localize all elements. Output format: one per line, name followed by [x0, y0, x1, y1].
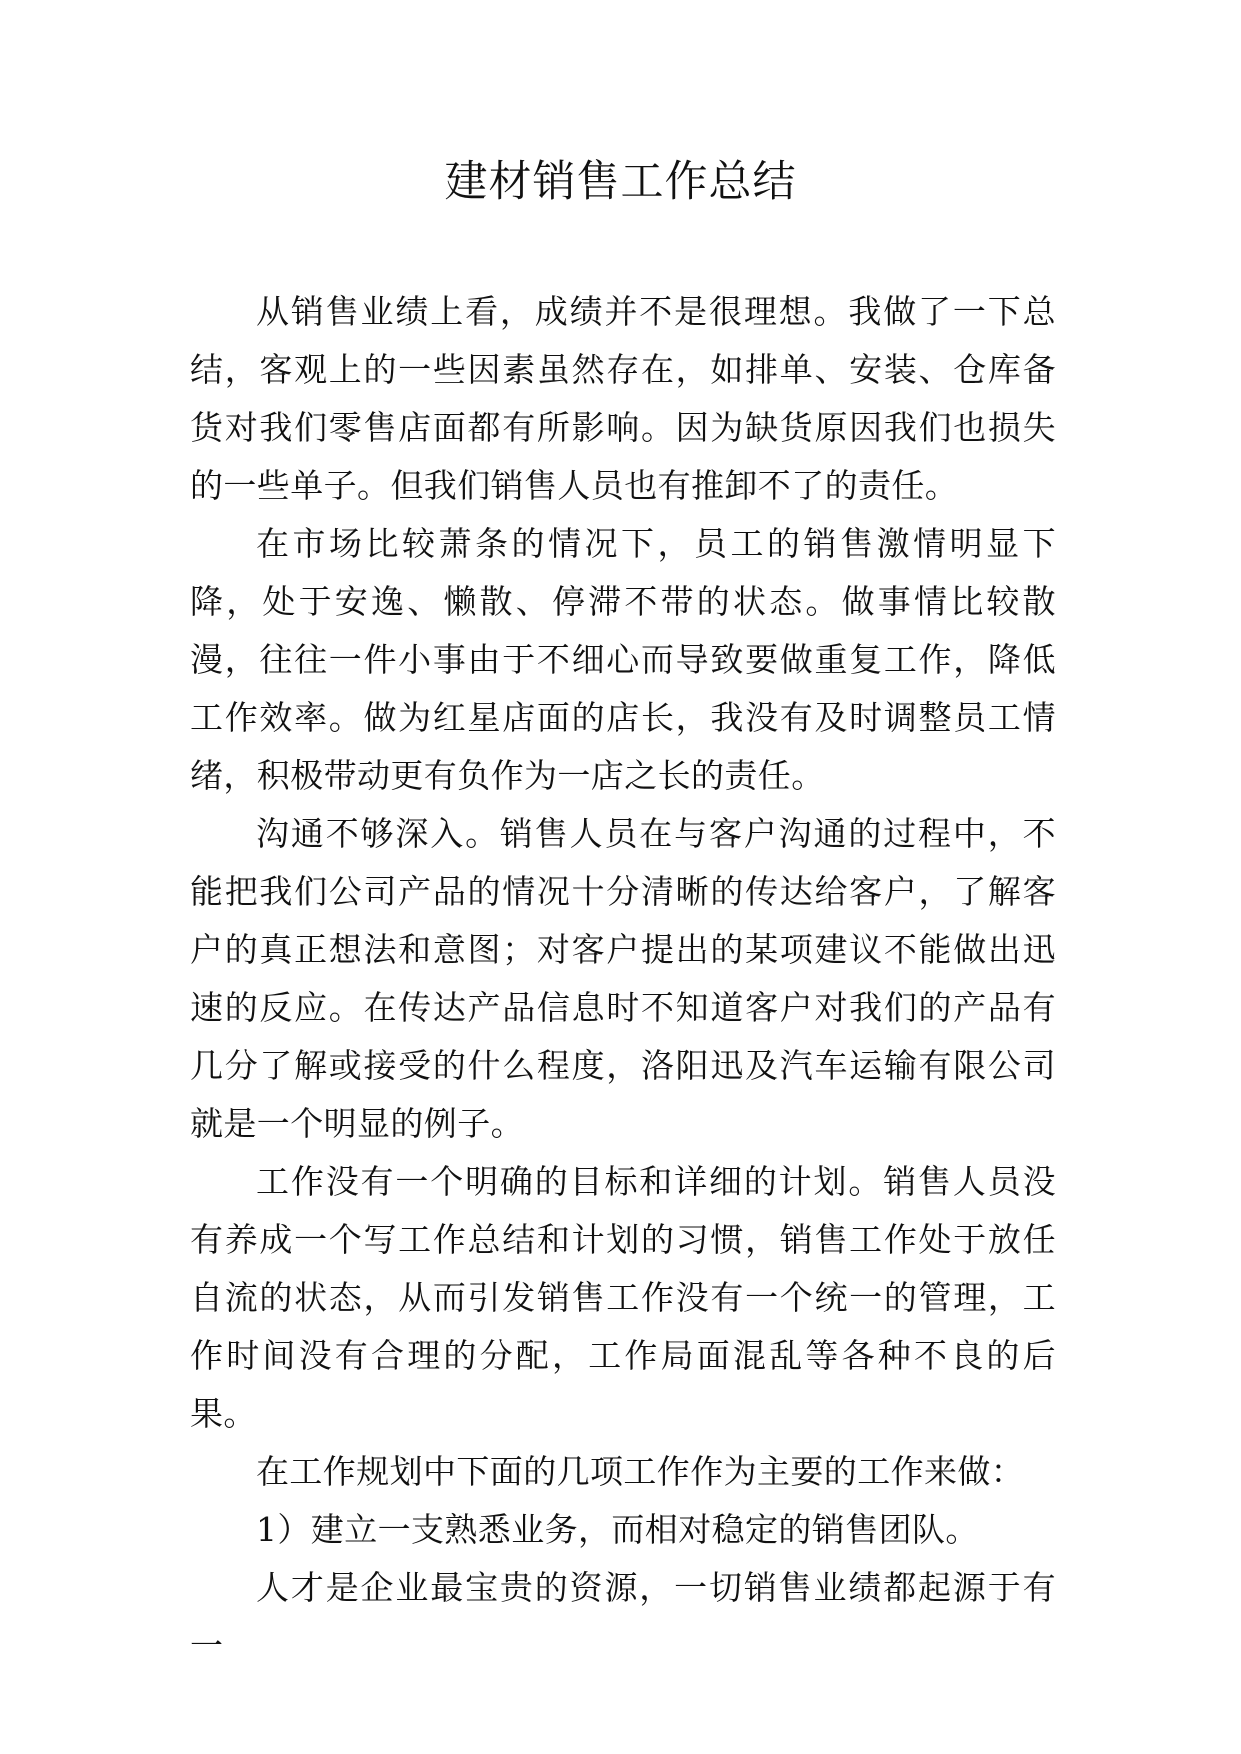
paragraph-6: 1）建立一支熟悉业务，而相对稳定的销售团队。 [256, 1510, 979, 1549]
paragraph-1: 从销售业绩上看，成绩并不是很理想。我做了一下总结，客观上的一些因素虽然存在，如排单、安装、仓库备货对我们零售店面都有所影响。因为缺货原因我们也损失的一些单子。但我们销售人员也有推卸不了的责任。 [190, 292, 1056, 505]
paragraph-4: 工作没有一个明确的目标和详细的计划。销售人员没有养成一个写工作总结和计划的习惯，销售工作处于放任自流的状态，从而引发销售工作没有一个统一的管理，工作时间没有合理的分配，工作局面混乱等各种不良的后果。 [190, 1162, 1056, 1433]
paragraph-5: 在工作规划中下面的几项工作作为主要的工作来做： [256, 1452, 1025, 1491]
paragraph-2: 在市场比较萧条的情况下，员工的销售激情明显下降，处于安逸、懒散、停滞不带的状态。做事情比较散漫，往往一件小事由于不细心而导致要做重复工作，降低工作效率。做为红星店面的店长，我没有及时调整员工情绪，积极带动更有负作为一店之长的责任。 [190, 524, 1056, 795]
document-body [190, 283, 1056, 1675]
paragraph-7: 人才是企业最宝贵的资源，一切销售业绩都起源于有一 [190, 1568, 1056, 1665]
paragraph-3: 沟通不够深入。销售人员在与客户沟通的过程中，不能把我们公司产品的情况十分清晰的传达给客户，了解客户的真正想法和意图；对客户提出的某项建议不能做出迅速的反应。在传达产品信息时不知道客户对我们的产品有几分了解或接受的什么程度，洛阳迅及汽车运输有限公司就是一个明显的例子。 [190, 814, 1056, 1143]
document-title: 建材销售工作总结 [444, 157, 797, 207]
